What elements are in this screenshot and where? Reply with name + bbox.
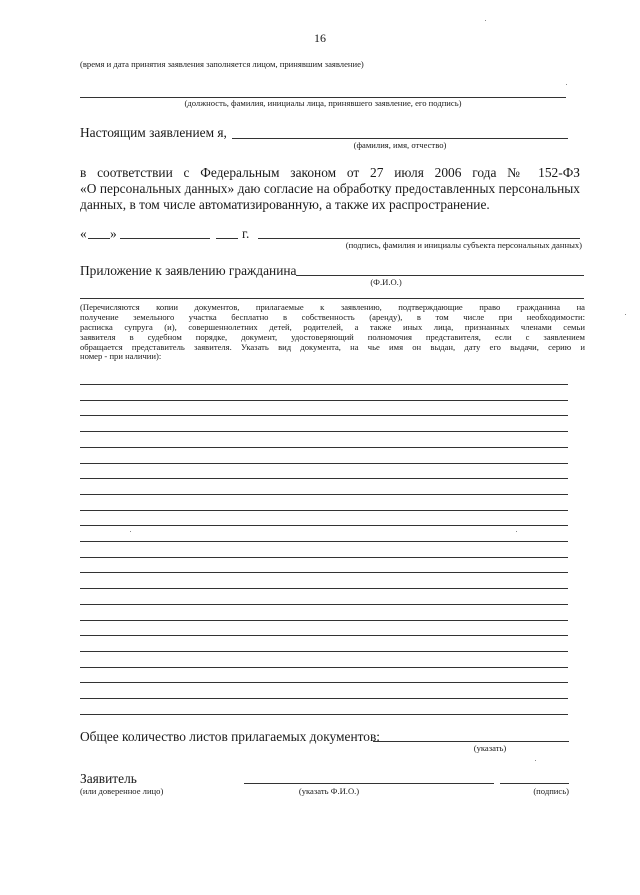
scan-speck — [566, 84, 567, 85]
document-entry-line[interactable] — [80, 604, 568, 605]
proxy-caption: (или доверенное лицо) — [80, 786, 164, 796]
scan-speck — [130, 531, 131, 532]
document-entry-line[interactable] — [80, 494, 568, 495]
specify-caption: (указать) — [473, 743, 507, 753]
document-entry-line[interactable] — [80, 572, 568, 573]
acceptance-note: (время и дата принятия заявления заполняется лицом, принявшим заявление) — [80, 59, 364, 69]
document-entry-line[interactable] — [80, 384, 568, 385]
appendix-fio-line[interactable] — [296, 275, 584, 276]
document-entry-line[interactable] — [80, 588, 568, 589]
sign-caption: (подпись) — [533, 786, 569, 796]
appendix-separator — [80, 298, 584, 299]
document-entry-line[interactable] — [80, 682, 568, 683]
signature-line[interactable] — [258, 238, 580, 239]
document-entry-line[interactable] — [80, 698, 568, 699]
document-entry-line[interactable] — [80, 400, 568, 401]
date-quote-open: « — [80, 226, 87, 241]
signature-caption: (подпись, фамилия и инициалы субъекта персональных данных) — [345, 240, 582, 250]
appendix-label: Приложение к заявлению гражданина — [80, 263, 297, 278]
document-entry-line[interactable] — [80, 557, 568, 558]
consent-line-3: данных, в том числе автоматизированную, а также их распространение. — [80, 197, 490, 212]
docs-instructions-line: обращается представитель заявителя. Указать вид документа, на чье имя он выдан, дату его выдачи, серию и — [80, 341, 585, 352]
docs-instructions-line: номер - при наличии): — [80, 351, 162, 362]
docs-instructions-line: расписка супруга (и), совершеннолетних детей, родителей, а также иных лица, признанных членами семьи — [80, 321, 585, 332]
scan-speck — [516, 531, 517, 532]
fio-caption: (фамилия, имя, отчество) — [353, 140, 447, 150]
applicant-label: Заявитель — [80, 771, 137, 786]
year-suffix: г. — [242, 226, 250, 241]
document-entry-line[interactable] — [80, 667, 568, 668]
document-entry-line[interactable] — [80, 510, 568, 511]
consent-line-2: «О персональных данных» даю согласие на обработку предоставленных персональных — [80, 181, 580, 196]
document-entry-line[interactable] — [80, 447, 568, 448]
fio-line[interactable] — [232, 138, 568, 139]
scan-speck — [625, 314, 626, 315]
docs-instructions-line: (Перечисляются копии документов, прилагаемые к заявлению, подтверждающие право гражданина на — [80, 302, 585, 312]
document-entry-line[interactable] — [80, 431, 568, 432]
document-entry-line[interactable] — [80, 620, 568, 621]
applicant-sign-field[interactable] — [500, 783, 569, 784]
scan-speck — [535, 760, 536, 761]
docs-instructions-line: заявителя в судебном порядке, документ, удостоверяющий полномочия представителя, если с заявлением — [80, 331, 585, 342]
document-entry-line[interactable] — [80, 463, 568, 464]
applicant-fio-field[interactable] — [244, 783, 494, 784]
docs-instructions-line: получение земельного участка бесплатно в собственность (аренду), в том числе при необходимости: — [80, 311, 585, 322]
docs-instructions — [80, 303, 585, 362]
document-entry-line[interactable] — [80, 651, 568, 652]
date-year-field[interactable] — [216, 238, 238, 239]
specify-fio-caption: (указать Ф.И.О.) — [298, 786, 360, 796]
consent-line-1: в соответствии с Федеральным законом от 27 июля 2006 года № 152-ФЗ — [80, 165, 580, 180]
accepter-caption: (должность, фамилия, инициалы лица, принявшего заявление, его подпись) — [184, 98, 462, 108]
document-entry-line[interactable] — [80, 714, 568, 715]
document-entry-line[interactable] — [80, 525, 568, 526]
appendix-fio-caption: (Ф.И.О.) — [370, 277, 402, 287]
page-number: 16 — [314, 31, 326, 45]
date-month-field[interactable] — [120, 238, 210, 239]
document-entry-line[interactable] — [80, 415, 568, 416]
document-entry-line[interactable] — [80, 478, 568, 479]
total-sheets-label: Общее количество листов прилагаемых документов: — [80, 729, 381, 744]
document-entry-line[interactable] — [80, 541, 568, 542]
scan-speck — [485, 20, 486, 21]
date-quote-close: » — [110, 226, 117, 241]
date-day-field[interactable] — [88, 238, 110, 239]
intro-label: Настоящим заявлением я, — [80, 125, 227, 140]
total-sheets-field[interactable] — [373, 741, 569, 742]
document-entry-line[interactable] — [80, 635, 568, 636]
